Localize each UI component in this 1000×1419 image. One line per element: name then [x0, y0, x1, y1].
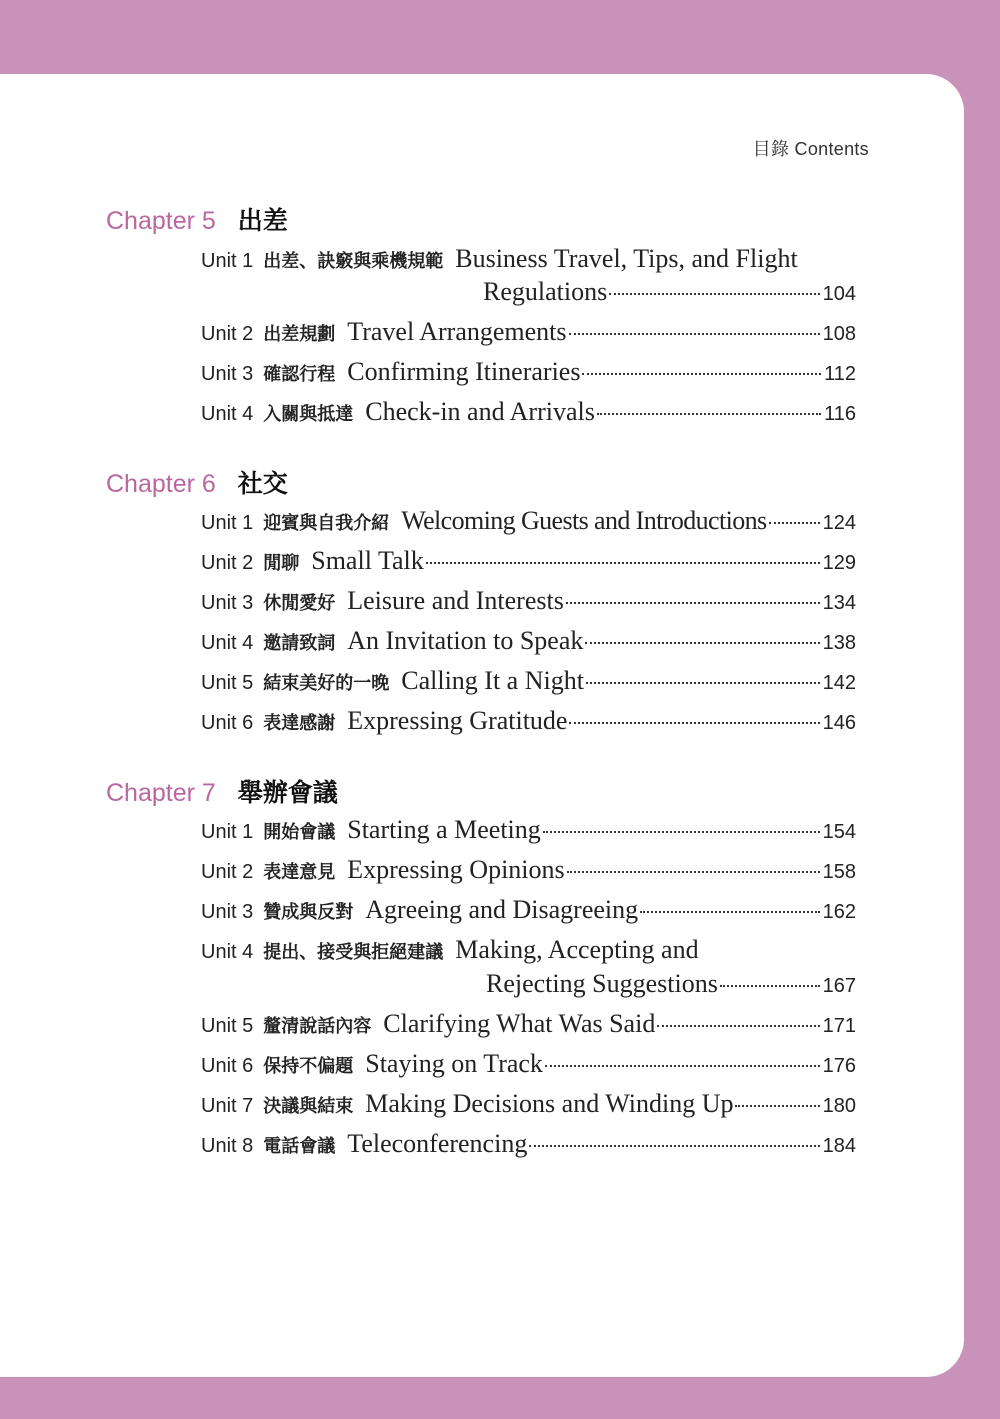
toc-entry[interactable]: [201, 1089, 856, 1119]
unit-number: Unit 4: [201, 632, 254, 654]
page-number: 129: [822, 552, 856, 574]
unit-title-en: Welcoming Guests and Introductions: [401, 506, 767, 535]
page-number: 176: [822, 1055, 856, 1077]
dot-leader: [735, 1105, 819, 1107]
unit-number: Unit 1: [201, 821, 254, 843]
toc-entry[interactable]: [201, 317, 856, 347]
toc-entry[interactable]: [201, 506, 856, 536]
unit-title-zh: 迎賓與自我介紹: [263, 513, 390, 533]
toc-entry[interactable]: [201, 935, 856, 965]
unit-title-zh: 贊成與反對: [263, 902, 354, 922]
unit-title-en: Business Travel, Tips, and Flight: [455, 244, 798, 273]
dot-leader: [657, 1025, 819, 1027]
unit-title-zh: 休閒愛好: [263, 593, 336, 613]
page-header: 目錄 Contents: [752, 139, 869, 159]
page-number: 138: [822, 632, 856, 654]
page-number: 171: [822, 1015, 856, 1037]
chapter-heading: [106, 464, 288, 500]
dot-leader: [569, 722, 819, 724]
toc-entry-continuation[interactable]: [483, 277, 856, 307]
unit-title-en: Making Decisions and Winding Up: [365, 1089, 734, 1118]
unit-number: Unit 5: [201, 1015, 254, 1037]
unit-title-en: Agreeing and Disagreeing: [365, 895, 639, 924]
unit-number: Unit 4: [201, 403, 254, 425]
chapter-title: 舉辦會議: [237, 779, 338, 807]
page-number: 167: [822, 975, 856, 997]
dot-leader: [585, 642, 819, 644]
unit-title-en: Expressing Opinions: [347, 855, 565, 884]
chapter-label: Chapter 6: [106, 470, 216, 498]
unit-number: Unit 3: [201, 363, 254, 385]
unit-number: Unit 1: [201, 512, 254, 534]
unit-title-zh: 閒聊: [263, 553, 300, 573]
unit-title-en: Staying on Track: [365, 1049, 543, 1078]
unit-title-zh: 釐清說話內容: [263, 1016, 372, 1036]
toc-entry-continuation[interactable]: [486, 969, 856, 999]
unit-title-en: An Invitation to Speak: [347, 626, 584, 655]
dot-leader: [640, 911, 819, 913]
unit-title-zh: 入關與抵達: [263, 404, 354, 424]
unit-title-zh: 結束美好的一晚: [263, 673, 390, 693]
unit-title-zh: 電話會議: [263, 1136, 336, 1156]
toc-entry[interactable]: [201, 855, 856, 885]
dot-leader: [426, 562, 820, 564]
page-number: 104: [822, 283, 856, 305]
unit-number: Unit 2: [201, 552, 254, 574]
unit-title-zh: 表達意見: [263, 862, 336, 882]
toc-entry[interactable]: [201, 666, 856, 696]
toc-entry[interactable]: [201, 244, 856, 274]
toc-entry[interactable]: [201, 397, 856, 427]
page-number: 142: [822, 672, 856, 694]
unit-number: Unit 1: [201, 250, 254, 272]
toc-entry[interactable]: [201, 1049, 856, 1079]
chapter-heading: [106, 773, 338, 809]
unit-number: Unit 5: [201, 672, 254, 694]
dot-leader: [582, 373, 821, 375]
toc-entry[interactable]: [201, 1009, 856, 1039]
toc-entry[interactable]: [201, 706, 856, 736]
unit-title-zh: 確認行程: [263, 364, 336, 384]
unit-title-en-continued: Regulations: [483, 277, 608, 306]
toc-entry[interactable]: [201, 1129, 856, 1159]
unit-number: Unit 6: [201, 712, 254, 734]
page-number: 134: [822, 592, 856, 614]
unit-title-zh: 出差規劃: [263, 324, 336, 344]
unit-title-en: Small Talk: [311, 546, 424, 575]
toc-entry[interactable]: [201, 895, 856, 925]
page-number: 162: [822, 901, 856, 923]
dot-leader: [720, 985, 820, 987]
unit-title-en: Calling It a Night: [401, 666, 584, 695]
unit-title-zh: 提出、接受與拒絕建議: [263, 942, 444, 962]
unit-title-zh: 決議與結束: [263, 1096, 354, 1116]
unit-title-en: Expressing Gratitude: [347, 706, 568, 735]
chapter-title: 出差: [237, 207, 288, 235]
dot-leader: [609, 293, 819, 295]
unit-number: Unit 7: [201, 1095, 254, 1117]
page-number: 158: [822, 861, 856, 883]
dot-leader: [566, 602, 820, 604]
unit-title-en: Clarifying What Was Said: [383, 1009, 656, 1038]
toc-entry[interactable]: [201, 546, 856, 576]
unit-number: Unit 3: [201, 592, 254, 614]
unit-title-en: Confirming Itineraries: [347, 357, 581, 386]
page-number: 124: [822, 512, 856, 534]
page-number: 184: [822, 1135, 856, 1157]
unit-title-zh: 邀請致詞: [263, 633, 336, 653]
dot-leader: [545, 1065, 820, 1067]
unit-title-en: Teleconferencing: [347, 1129, 528, 1158]
dot-leader: [529, 1145, 819, 1147]
toc-entry[interactable]: [201, 626, 856, 656]
unit-title-en: Travel Arrangements: [347, 317, 567, 346]
unit-title-zh: 保持不偏題: [263, 1056, 354, 1076]
dot-leader: [597, 413, 821, 415]
chapter-heading: [106, 201, 288, 237]
unit-title-zh: 出差、訣竅與乘機規範: [263, 251, 444, 271]
unit-title-zh: 表達感謝: [263, 713, 336, 733]
dot-leader: [543, 831, 820, 833]
unit-title-en: Check-in and Arrivals: [365, 397, 595, 426]
toc-entry[interactable]: [201, 586, 856, 616]
unit-title-en: Making, Accepting and: [455, 935, 699, 964]
page-number: 112: [824, 363, 856, 385]
page-number: 146: [822, 712, 856, 734]
unit-number: Unit 2: [201, 861, 254, 883]
page-number: 116: [824, 403, 856, 425]
unit-number: Unit 8: [201, 1135, 254, 1157]
chapter-label: Chapter 7: [106, 779, 216, 807]
dot-leader: [569, 333, 820, 335]
unit-number: Unit 3: [201, 901, 254, 923]
toc-entry[interactable]: [201, 357, 856, 387]
unit-title-zh: 開始會議: [263, 822, 336, 842]
unit-number: Unit 4: [201, 941, 254, 963]
dot-leader: [567, 871, 820, 873]
page-number: 108: [822, 323, 856, 345]
unit-title-en: Starting a Meeting: [347, 815, 541, 844]
dot-leader: [586, 682, 820, 684]
page-number: 154: [822, 821, 856, 843]
unit-number: Unit 6: [201, 1055, 254, 1077]
toc-entry[interactable]: [201, 815, 856, 845]
unit-title-en-continued: Rejecting Suggestions: [486, 969, 718, 998]
unit-title-en: Leisure and Interests: [347, 586, 564, 615]
chapter-label: Chapter 5: [106, 207, 216, 235]
unit-number: Unit 2: [201, 323, 254, 345]
page-number: 180: [822, 1095, 856, 1117]
chapter-title: 社交: [237, 470, 288, 498]
dot-leader: [769, 522, 820, 524]
